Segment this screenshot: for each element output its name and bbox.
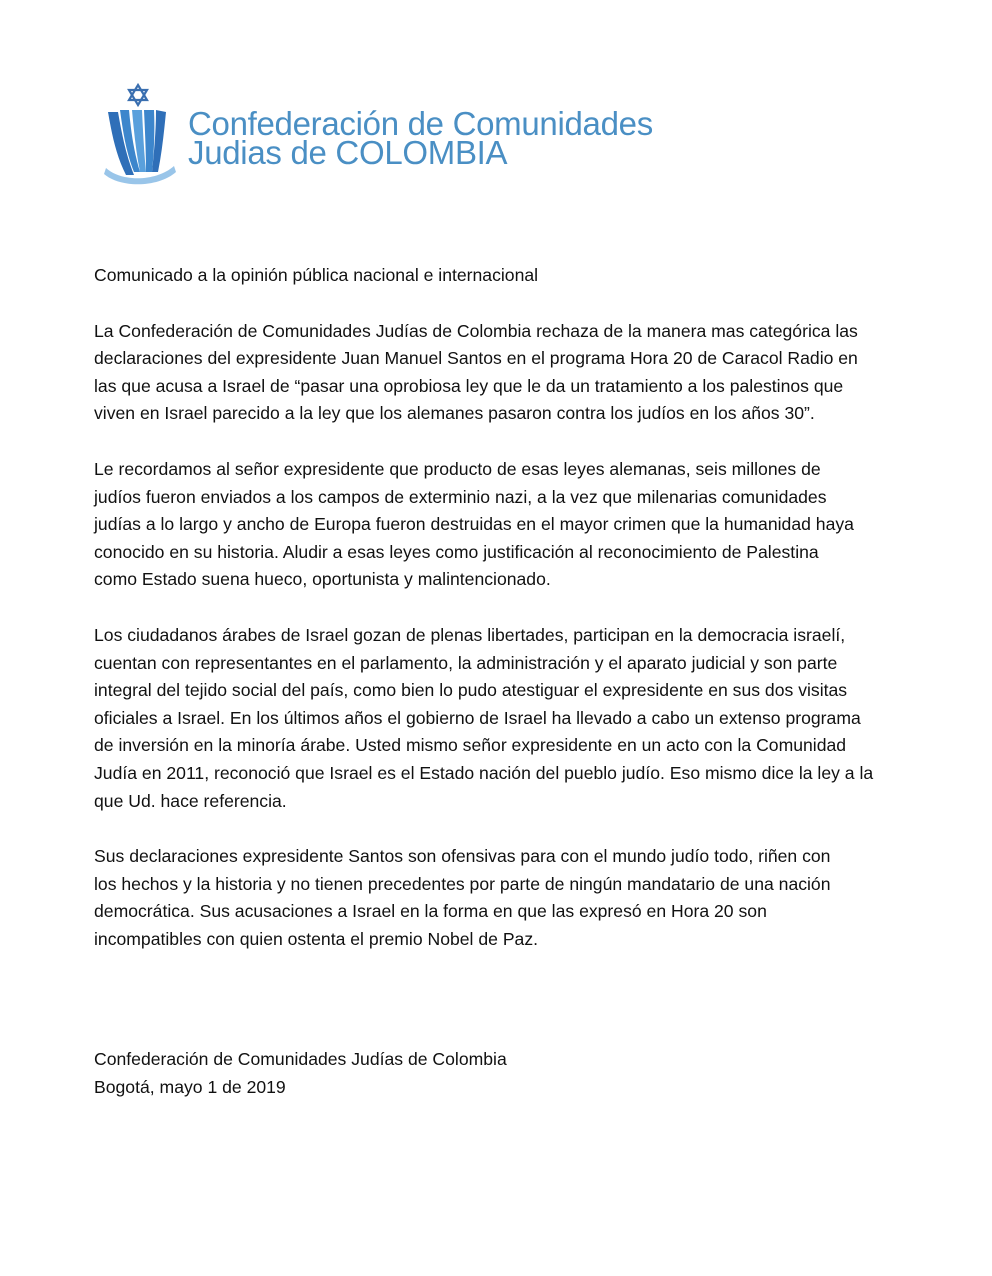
- organization-logo: [96, 80, 696, 190]
- paragraph-line: Le recordamos al señor expresidente que producto de esas leyes alemanas, seis millones de: [94, 458, 821, 479]
- paragraph: [94, 843, 904, 953]
- paragraph-line: Judía en 2011, reconoció que Israel es el Estado nación del pueblo judío. Eso mismo dice la ley a la: [94, 762, 874, 783]
- paragraph-line: democrática. Sus acusaciones a Israel en la forma en que las expresó en Hora 20 son: [94, 901, 767, 922]
- paragraph-line: de inversión en la minoría árabe. Usted mismo señor expresidente en un acto con la Comunidad: [94, 735, 847, 756]
- letter-body: [94, 262, 904, 981]
- paragraph-line: Los ciudadanos árabes de Israel gozan de plenas libertades, participan en la democracia israelí,: [94, 624, 846, 645]
- paragraph: [94, 456, 904, 594]
- paragraph-line: cuentan con representantes en el parlamento, la administración y el aparato judicial y son parte: [94, 652, 838, 673]
- signature-block: [94, 1046, 507, 1101]
- paragraph-line: judías a lo largo y ancho de Europa fueron destruidas en el mayor crimen que la humanidad haya: [94, 514, 854, 535]
- paragraph-line: oficiales a Israel. En los últimos años el gobierno de Israel ha llevado a cabo un extenso programa: [94, 707, 861, 728]
- paragraph-line: que Ud. hace referencia.: [94, 790, 287, 811]
- paragraph-line: las que acusa a Israel de “pasar una oprobiosa ley que le da un tratamiento a los palestinos que: [94, 375, 844, 396]
- paragraph-line: incompatibles con quien ostenta el premio Nobel de Paz.: [94, 928, 539, 949]
- paragraph-line: La Confederación de Comunidades Judías de Colombia rechaza de la manera mas categórica las: [94, 320, 858, 341]
- paragraph: [94, 318, 904, 428]
- paragraph-line: como Estado suena hueco, oportunista y malintencionado.: [94, 569, 551, 590]
- signature-organization: Confederación de Comunidades Judías de Colombia: [94, 1049, 507, 1069]
- paragraph-line: judíos fueron enviados a los campos de exterminio nazi, a la vez que milenarias comunidades: [94, 486, 827, 507]
- star-of-david-icon: [96, 80, 186, 190]
- signature-place-date: Bogotá, mayo 1 de 2019: [94, 1076, 286, 1097]
- logo-text-line2: Judias de COLOMBIA: [188, 134, 508, 171]
- paragraph-line: los hechos y la historia y no tienen precedentes por parte de ningún mandatario de una nación: [94, 873, 831, 894]
- logo-text-line1: Confederación de Comunidades: [188, 105, 653, 142]
- paragraph-line: declaraciones del expresidente Juan Manuel Santos en el programa Hora 20 de Caracol Radio en: [94, 348, 858, 369]
- paragraph-line: Sus declaraciones expresidente Santos son ofensivas para con el mundo judío todo, riñen con: [94, 846, 831, 867]
- letter-subject: Comunicado a la opinión pública nacional e internacional: [94, 265, 539, 285]
- paragraph-line: viven en Israel parecido a la ley que los alemanes pasaron contra los judíos en los años 30”.: [94, 403, 815, 424]
- paragraph-line: conocido en su historia. Aludir a esas leyes como justificación al reconocimiento de Palestina: [94, 541, 819, 562]
- paragraph: [94, 622, 904, 815]
- paragraph-line: integral del tejido social del país, como bien lo pudo atestiguar el expresidente en sus dos visitas: [94, 680, 848, 701]
